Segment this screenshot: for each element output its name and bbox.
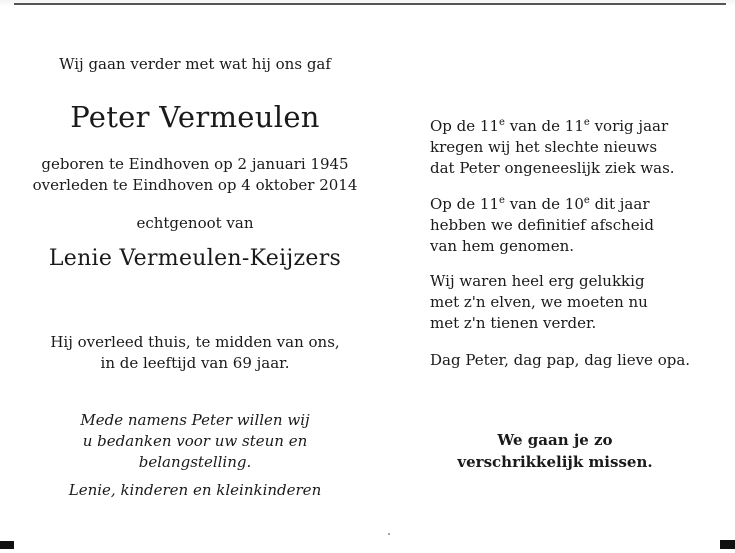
paragraph-diagnosis: Op de 11e van de 11e vorig jaar kregen wij het slechte nieuws dat Peter ongeneeslijk ziek was.: [430, 117, 675, 177]
scan-speck: [388, 533, 390, 535]
death-line: overleden te Eindhoven op 4 oktober 2014: [32, 176, 358, 194]
passing-text: Hij overleed thuis, te midden van ons, in de leeftijd van 69 jaar.: [50, 333, 340, 372]
paragraph-goodbye: Dag Peter, dag pap, dag lieve opa.: [430, 351, 691, 369]
deceased-name: Peter Vermeulen: [70, 100, 320, 134]
life-dates: [20, 154, 370, 196]
closing-statement: We gaan je zo verschrikkelijk missen.: [457, 431, 653, 471]
spouse-name: Lenie Vermeulen-Keijzers: [48, 246, 342, 271]
scan-corner-mark-right: [720, 540, 735, 549]
birth-line: geboren te Eindhoven op 2 januari 1945: [41, 155, 349, 173]
scan-corner-mark-left: [0, 541, 14, 549]
thanks-text: Mede namens Peter willen wij u bedanken voor uw steun en belangstelling.: [80, 411, 310, 471]
paragraph-family: Wij waren heel erg gelukkig met z'n elven, we moeten nu met z'n tienen verder.: [430, 272, 648, 332]
relation-label: echtgenoot van: [136, 214, 254, 232]
paragraph-farewell: Op de 11e van de 10e dit jaar hebben we definitief afscheid van hem genomen.: [430, 195, 655, 255]
top-border-line: [14, 3, 726, 5]
motto: Wij gaan verder met wat hij ons gaf: [59, 55, 331, 73]
family-signature: Lenie, kinderen en kleinkinderen: [68, 481, 322, 499]
